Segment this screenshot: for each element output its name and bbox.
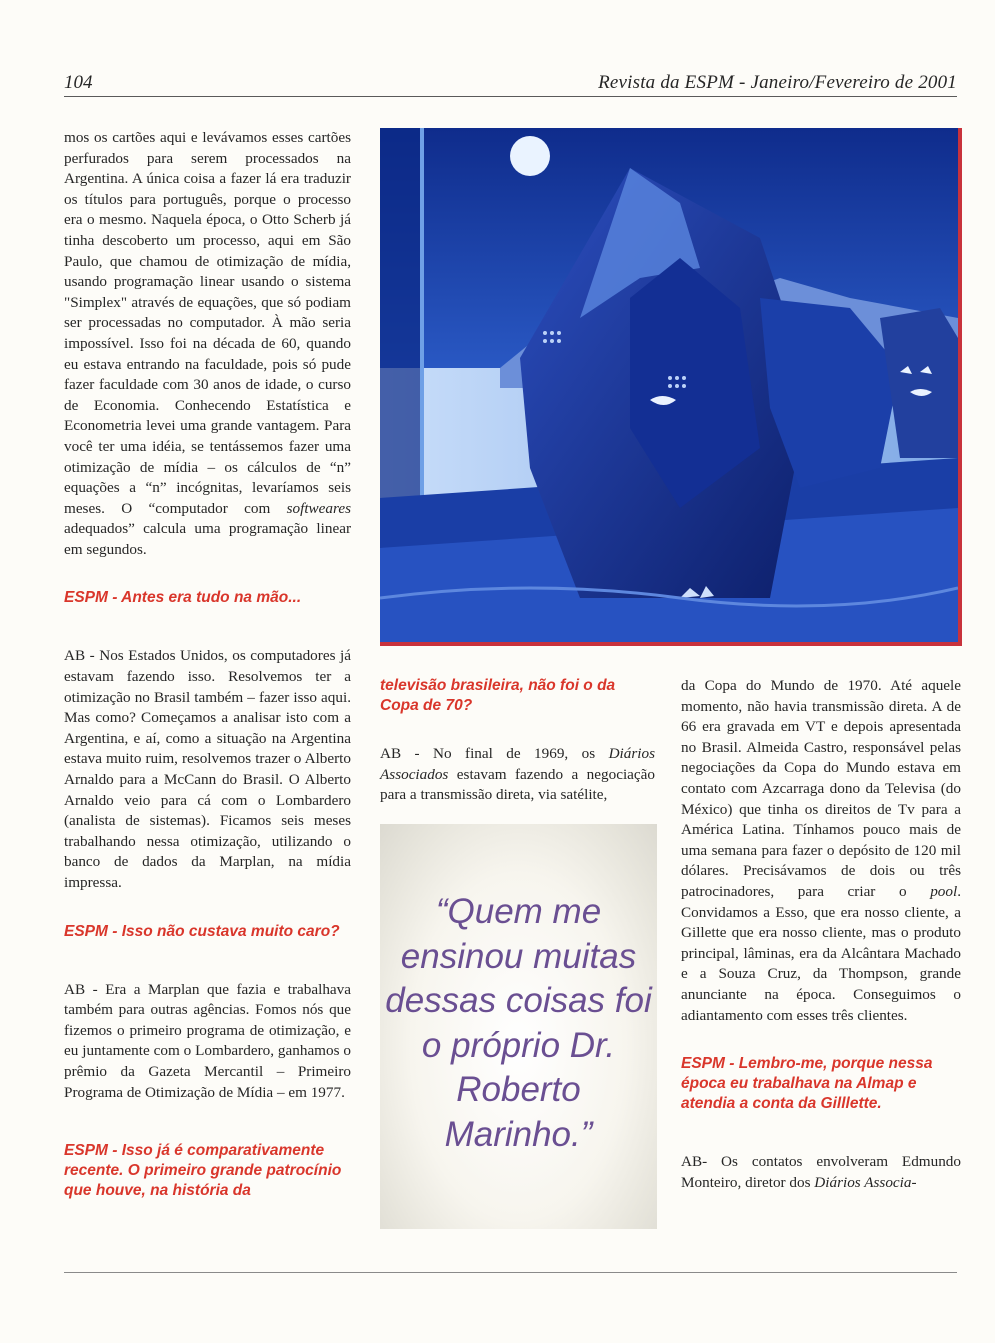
header-rule — [64, 96, 957, 97]
footer-rule — [64, 1272, 957, 1273]
running-title: Revista da ESPM - Janeiro/Fevereiro de 2001 — [598, 72, 957, 93]
pull-quote: “Quem me ensinou muitas dessas coisas foi o próprio Dr. Roberto Marinho.” — [385, 892, 652, 1154]
interview-question: ESPM - Isso já é comparativamente recente. O primeiro grande patrocínio que houve, na história da — [64, 1142, 342, 1200]
interview-question: ESPM - Antes era tudo na mão... — [64, 589, 302, 607]
illustration-artwork — [380, 128, 958, 642]
paragraph: mos os cartões aqui e levávamos esses cartões perfurados para serem processados na Argentina. A única coisa a fazer lá era traduzir os títulos para português, porque o processo era o mesmo. Naquela época, o Otto Scherb já tinha descoberto um processo, aqui em São Paulo, que chamou de otimização de mídia, usando programação linear usando o sistema "Simplex" através de equações, que só podiam ser processadas no computador. À mão seria impossível. Isso foi na década de 60, quando eu estava entrando na faculdade, pois só pude fazer faculdade com 30 anos de idade, o curso de Economia. Conhecendo Estatística e Econometria levei uma grande vantagem. Para você ter uma idéia, se tentássemos fazer uma otimização de mídia – os cálculos de “n” equações a “n” incógnitas, levaríamos seis meses. O “computador com softweares adequados” calcula uma programação linear em segundos. — [64, 129, 351, 558]
interview-question: ESPM - Isso não custava muito caro? — [64, 922, 340, 940]
column-2 — [380, 676, 655, 806]
page-number: 104 — [64, 72, 93, 93]
column-1 — [64, 128, 351, 1201]
paragraph: AB - No final de 1969, os Diários Associados estavam fazendo a negociação para a transmissão direta, via satélite, — [380, 745, 655, 804]
interview-question-continued: televisão brasileira, não foi o da Copa de 70? — [380, 677, 616, 714]
column-3 — [681, 676, 961, 1193]
page-header — [64, 72, 957, 98]
paragraph: da Copa do Mundo de 1970. Até aquele momento, não havia transmissão direta. A de 66 era gravada em VT e depois apresentada no Brasil. Almeida Castro, responsável pelas negociações da Copa do Mundo estava em contato com Azcarraga dono da Televisa (do México) que tinha os direitos de Tv para a América Latina. Tínhamos pouco mais de uma semana para fazer o depósito de 120 mil dólares. Precisávamos de dois ou três patrocinadores, para criar o pool. Convidamos a Esso, que era nosso cliente, a Gillette que era nosso cliente, mas o produto principal, lâminas, era da Alcântara Machado e a Souza Cruz, da Thompson, grande anunciante na época. Conseguimos o adiantamento com esses três clientes. — [681, 677, 961, 1024]
paragraph: AB - Era a Marplan que fazia e trabalhava também para outras agências. Fomos nós que fizemos o primeiro programa de otimização, e eu juntamente com o Lombardero, ganhamos o prêmio da Gazeta Mercantil – Primeiro Programa de Otimização de Mídia – em 1977. — [64, 980, 351, 1101]
paragraph: AB - Nos Estados Unidos, os computadores já estavam fazendo isso. Resolvemos ter a otimização no Brasil também – fazer isso aqui. Mas como? Começamos a analisar isto com a Argentina, e aí, como a situação na Argentina estava muito ruim, resolvemos trazer o Alberto Arnaldo para a McCann do Brasil. O Alberto Arnaldo veio para cá com o Lombardero (analista de sistemas). Ficamos seis meses trabalhando nessa otimização, utilizando o banco de dados da Marplan, na mídia impressa. — [64, 647, 351, 891]
sphinx-lions-illustration — [380, 128, 962, 646]
pull-quote-box — [380, 824, 657, 1229]
interview-question: ESPM - Lembro-me, porque nessa época eu trabalhava na Almap e atendia a conta da Gilllette. — [681, 1055, 933, 1113]
paragraph: AB- Os contatos envolveram Edmundo Monteiro, diretor dos Diários Associa- — [681, 1153, 961, 1191]
